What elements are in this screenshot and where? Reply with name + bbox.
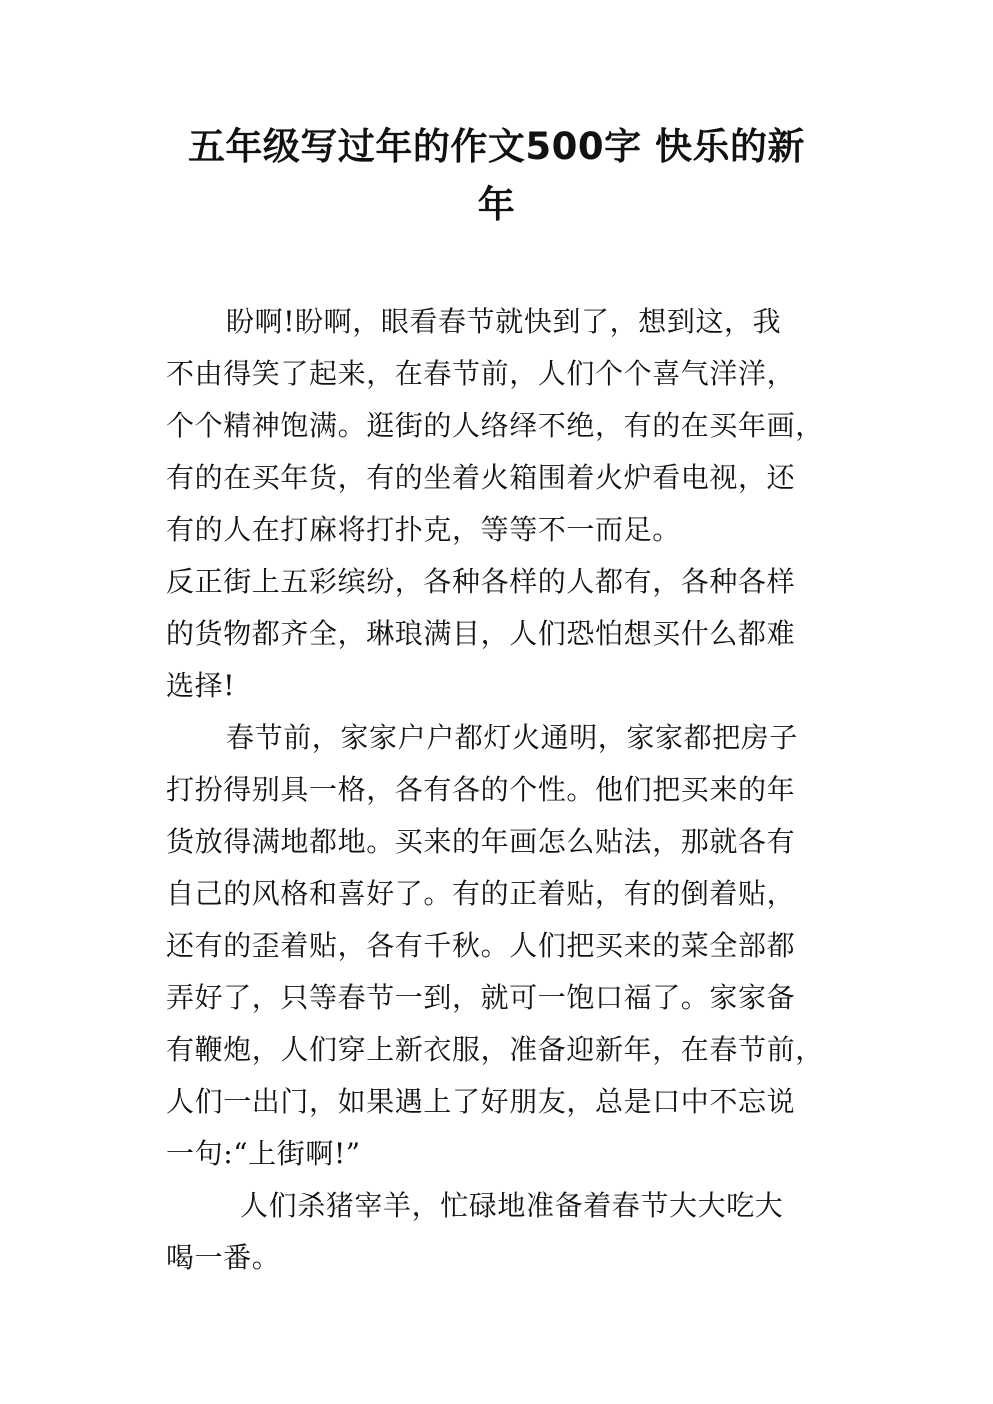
- body-line: 自己的风格和喜好了。有的正着贴，有的倒着贴，: [166, 877, 796, 910]
- body-line: 人们一出门，如果遇上了好朋友，总是口中不忘说: [166, 1085, 796, 1118]
- body-line: 有的在买年货，有的坐着火箱围着火炉看电视，还: [166, 461, 796, 494]
- title-line-2: 年: [477, 183, 516, 226]
- body-line: 有鞭炮，人们穿上新衣服，准备迎新年，在春节前，: [166, 1033, 824, 1066]
- body-line: 打扮得别具一格，各有各的个性。他们把买来的年: [166, 773, 796, 806]
- body-line: 还有的歪着贴，各有千秋。人们把买来的菜全部都: [166, 929, 796, 962]
- title-line-1: 五年级写过年的作文500字 快乐的新: [187, 125, 806, 168]
- body-line: 弄好了，只等春节一到，就可一饱口福了。家家备: [166, 981, 796, 1014]
- body-line: 的货物都齐全，琳琅满目，人们恐怕想买什么都难: [166, 617, 796, 650]
- body-line: 一句:“上街啊!”: [166, 1137, 361, 1170]
- body-line: 个个精神饱满。逛街的人络绎不绝，有的在买年画，: [166, 409, 824, 442]
- body-line: 有的人在打麻将打扑克，等等不一而足。: [166, 513, 681, 546]
- body-line: 春节前，家家户户都灯火通明，家家都把房子: [226, 721, 799, 754]
- document-title: [150, 118, 843, 234]
- body-line: 不由得笑了起来，在春节前，人们个个喜气洋洋，: [166, 357, 796, 390]
- body-line: 选择!: [166, 669, 236, 702]
- body-line: 喝一番。: [166, 1241, 281, 1274]
- body-line: 盼啊!盼啊，眼看春节就快到了，想到这，我: [226, 305, 782, 338]
- body-line: 货放得满地都地。买来的年画怎么贴法，那就各有: [166, 825, 796, 858]
- body-line: 人们杀猪宰羊，忙碌地准备着春节大大吃大: [240, 1189, 784, 1222]
- body-line: 反正街上五彩缤纷，各种各样的人都有，各种各样: [166, 565, 796, 598]
